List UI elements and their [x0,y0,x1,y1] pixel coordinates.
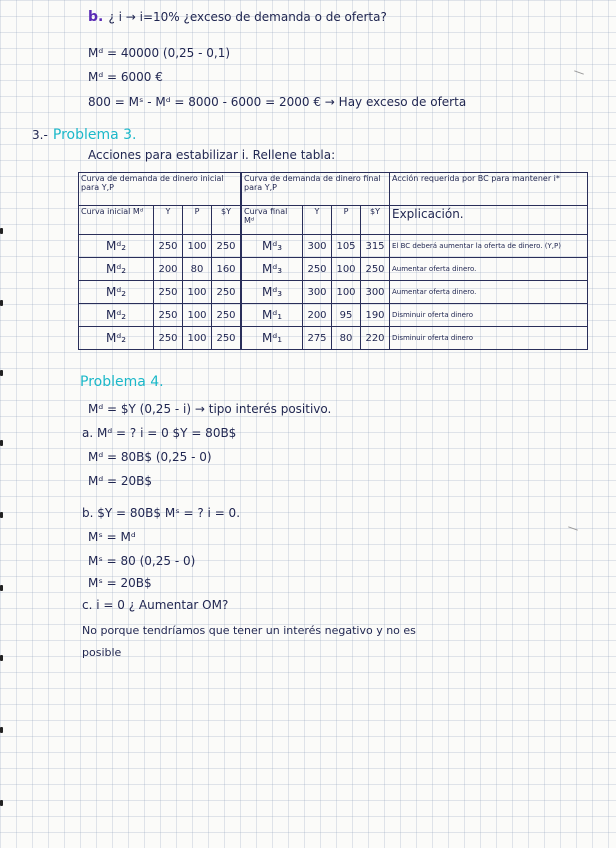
cell-curve: Mᵈ₃ [241,281,303,304]
problem-4-heading: Problema 4. [80,374,164,390]
cell-p: 100 [332,281,361,304]
col-curve-initial: Curva inicial Mᵈ [79,206,154,235]
cell-y: 275 [303,327,332,350]
cell-explanation: El BC deberá aumentar la oferta de dinero. (Y,P) [390,235,588,258]
cell-explanation: Aumentar oferta dinero. [390,281,588,304]
binder-hole [0,727,3,733]
table-row [79,304,588,327]
paper-mark [574,70,584,74]
cell-p: 100 [183,281,212,304]
cell-curve: Mᵈ₂ [79,258,154,281]
col-y: Y [303,206,332,235]
cell-y: 250 [154,235,183,258]
cell-p: 95 [332,304,361,327]
cell-p: 105 [332,235,361,258]
cell-y: 250 [154,327,183,350]
cell-explanation: Disminuir oferta dinero [390,304,588,327]
cell-p: 80 [332,327,361,350]
binder-hole [0,585,3,591]
equation-line: Mᵈ = $Y (0,25 - i) → tipo interés positivo. [88,402,332,416]
cell-p: 100 [183,235,212,258]
question-b2: b. $Y = 80B$ Mˢ = ? i = 0. [82,506,241,520]
cell-sy: 250 [212,281,242,304]
equation-line: Mˢ = Mᵈ [88,530,136,544]
equation-line: Mˢ = 80 (0,25 - 0) [88,554,196,568]
cell-explanation: Disminuir oferta dinero [390,327,588,350]
binder-hole [0,800,3,806]
cell-sy: 190 [361,304,390,327]
equation-line: Mᵈ = 80B$ (0,25 - 0) [88,450,212,464]
paper-mark [568,526,578,530]
cell-p: 100 [183,327,212,350]
col-y: Y [154,206,183,235]
cell-p: 80 [183,258,212,281]
table-row [79,281,588,304]
cell-curve: Mᵈ₃ [241,235,303,258]
col-sy: $Y [212,206,242,235]
cell-y: 300 [303,235,332,258]
cell-curve: Mᵈ₂ [79,235,154,258]
table-row [79,258,588,281]
cell-curve: Mᵈ₁ [241,327,303,350]
cell-p: 100 [332,258,361,281]
cell-sy: 300 [361,281,390,304]
cell-sy: 315 [361,235,390,258]
header-final-curve: Curva de demanda de dinero final para Y,P [241,173,390,206]
equation-line: 800 = Mˢ - Mᵈ = 8000 - 6000 = 2000 € → Hay exceso de oferta [88,95,467,109]
question-b [88,6,387,25]
col-curve-final: Curva final Mᵈ [241,206,303,235]
question-text: ¿ i → i=10% ¿exceso de demanda o de oferta? [108,10,387,24]
equation-line: Mᵈ = 6000 € [88,70,163,84]
cell-curve: Mᵈ₁ [241,304,303,327]
cell-sy: 250 [361,258,390,281]
cell-p: 100 [183,304,212,327]
cell-explanation: Aumentar oferta dinero. [390,258,588,281]
cell-y: 300 [303,281,332,304]
cell-sy: 250 [212,235,242,258]
equation-line: Mᵈ = 20B$ [88,474,153,488]
table-row [79,327,588,350]
cell-sy: 220 [361,327,390,350]
instructions: Acciones para estabilizar i. Rellene tabla: [88,148,336,162]
binder-hole [0,228,3,234]
col-explanation: Explicación. [390,206,588,235]
item-label: b. [88,9,104,25]
equation-line: Mˢ = 20B$ [88,576,152,590]
problem-title: Problema 3. [52,127,137,143]
header-action: Acción requerida por BC para mantener i* [390,173,588,206]
cell-y: 200 [303,304,332,327]
col-p: P [332,206,361,235]
table-row [79,235,588,258]
binder-hole [0,300,3,306]
cell-y: 250 [154,304,183,327]
problem-number: 3.- [32,128,48,142]
binder-hole [0,370,3,376]
cell-y: 200 [154,258,183,281]
question-c: c. i = 0 ¿ Aumentar OM? [82,598,229,612]
cell-y: 250 [154,281,183,304]
answer-line: posible [82,646,122,659]
answer-line: No porque tendríamos que tener un interés negativo y no es [82,624,416,637]
cell-y: 250 [303,258,332,281]
cell-sy: 250 [212,327,242,350]
cell-sy: 160 [212,258,242,281]
header-initial-curve: Curva de demanda de dinero inicial para Y,P [79,173,242,206]
binder-hole [0,440,3,446]
cell-sy: 250 [212,304,242,327]
col-p: P [183,206,212,235]
stabilization-table [78,172,588,350]
equation-line: Mᵈ = 40000 (0,25 - 0,1) [88,46,231,60]
problem-3-heading [32,124,137,143]
binder-hole [0,512,3,518]
cell-curve: Mᵈ₂ [79,327,154,350]
question-a: a. Mᵈ = ? i = 0 $Y = 80B$ [82,426,237,440]
cell-curve: Mᵈ₃ [241,258,303,281]
cell-curve: Mᵈ₂ [79,281,154,304]
cell-curve: Mᵈ₂ [79,304,154,327]
binder-hole [0,655,3,661]
col-sy: $Y [361,206,390,235]
